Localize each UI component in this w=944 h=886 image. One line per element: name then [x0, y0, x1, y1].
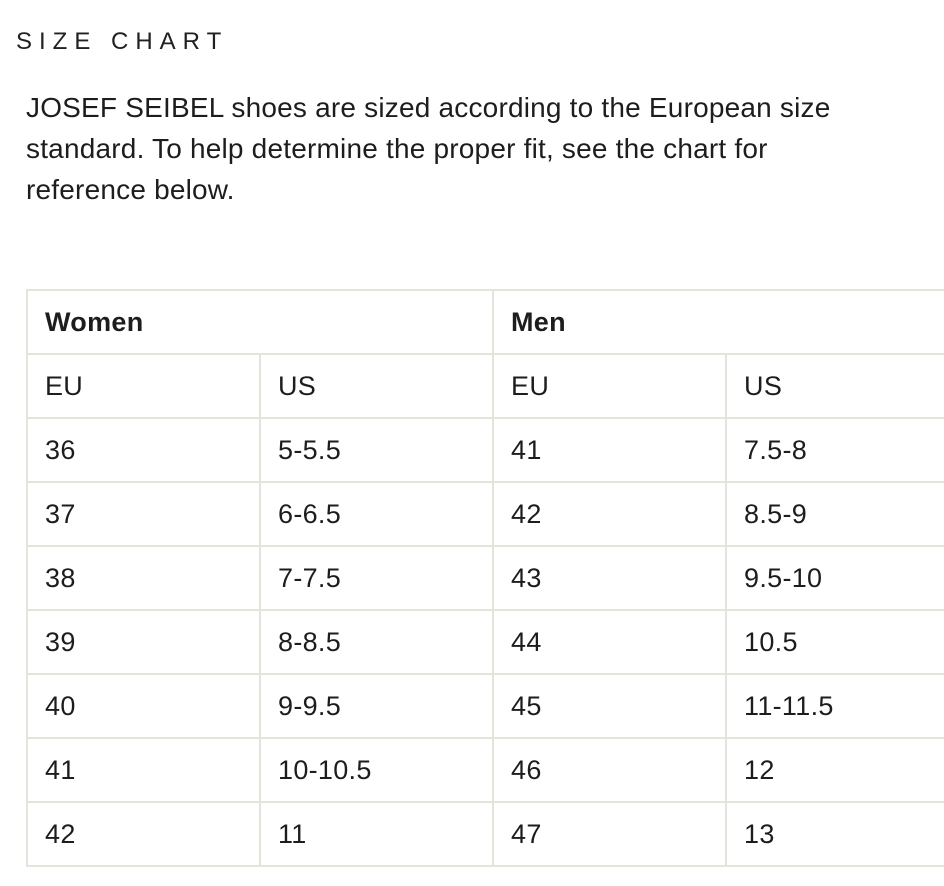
column-header-row: [27, 354, 944, 418]
cell-women-us: 10-10.5: [260, 738, 493, 802]
intro-line: standard. To help determine the proper fit, see the chart for: [26, 133, 768, 164]
size-chart-page: [0, 28, 944, 886]
intro-line: JOSEF SEIBEL shoes are sized according to the European size: [26, 92, 831, 123]
cell-women-us: 5-5.5: [260, 418, 493, 482]
cell-women-eu: 36: [27, 418, 260, 482]
cell-men-eu: 45: [493, 674, 726, 738]
table-row: [27, 802, 944, 866]
intro-line: reference below.: [26, 174, 235, 205]
group-header-men: Men: [493, 290, 944, 354]
cell-men-us: 12: [726, 738, 944, 802]
page-title: SIZE CHART: [16, 28, 229, 55]
column-header-women-us: US: [260, 354, 493, 418]
cell-women-eu: 42: [27, 802, 260, 866]
cell-men-eu: 44: [493, 610, 726, 674]
column-header-women-eu: EU: [27, 354, 260, 418]
cell-women-us: 9-9.5: [260, 674, 493, 738]
cell-women-us: 8-8.5: [260, 610, 493, 674]
cell-men-us: 13: [726, 802, 944, 866]
cell-women-us: 6-6.5: [260, 482, 493, 546]
column-header-men-us: US: [726, 354, 944, 418]
table-row: [27, 482, 944, 546]
cell-men-us: 8.5-9: [726, 482, 944, 546]
column-header-men-eu: EU: [493, 354, 726, 418]
cell-men-us: 11-11.5: [726, 674, 944, 738]
cell-women-eu: 38: [27, 546, 260, 610]
cell-women-eu: 40: [27, 674, 260, 738]
cell-men-us: 7.5-8: [726, 418, 944, 482]
table-row: [27, 418, 944, 482]
cell-men-eu: 41: [493, 418, 726, 482]
group-header-row: [27, 290, 944, 354]
cell-women-eu: 41: [27, 738, 260, 802]
table-row: [27, 546, 944, 610]
cell-men-us: 9.5-10: [726, 546, 944, 610]
table-row: [27, 738, 944, 802]
cell-men-eu: 46: [493, 738, 726, 802]
size-chart-table: [26, 289, 944, 867]
cell-men-us: 10.5: [726, 610, 944, 674]
table-row: [27, 674, 944, 738]
cell-women-eu: 39: [27, 610, 260, 674]
cell-women-us: 11: [260, 802, 493, 866]
cell-men-eu: 43: [493, 546, 726, 610]
cell-women-eu: 37: [27, 482, 260, 546]
cell-men-eu: 42: [493, 482, 726, 546]
intro-paragraph: [26, 87, 944, 210]
cell-men-eu: 47: [493, 802, 726, 866]
table-row: [27, 610, 944, 674]
group-header-women: Women: [27, 290, 493, 354]
cell-women-us: 7-7.5: [260, 546, 493, 610]
